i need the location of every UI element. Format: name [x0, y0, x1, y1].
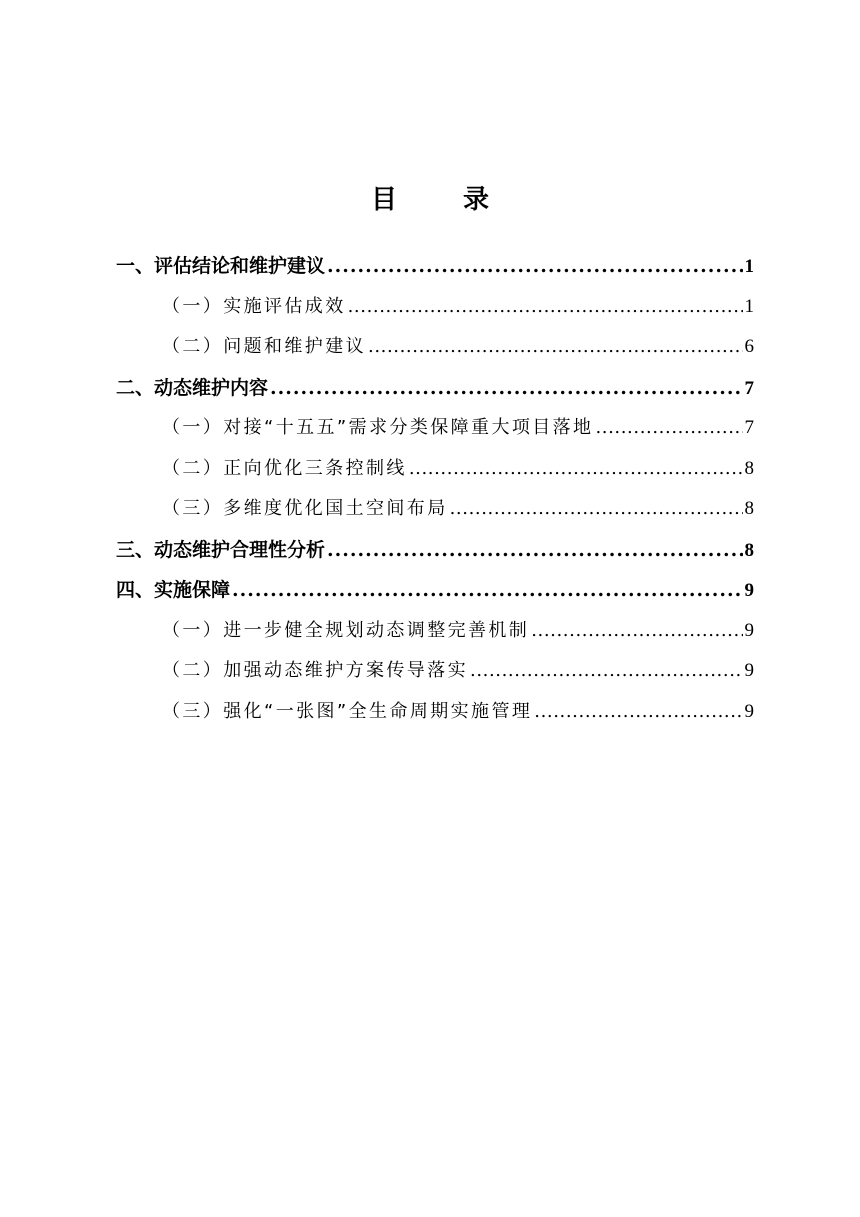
- toc-section-entry[interactable]: [116, 692, 754, 733]
- toc-page-number: 7: [744, 377, 754, 399]
- toc-entry-title: 四、实施保障: [116, 579, 231, 601]
- toc-section-entry[interactable]: [116, 489, 754, 530]
- toc-dot-leader: [327, 246, 742, 287]
- toc-dot-leader: [348, 287, 743, 328]
- toc-section-entry[interactable]: [116, 287, 754, 328]
- toc-entry-title: （一）对接“十五五”需求分类保障重大项目落地: [162, 417, 594, 438]
- toc-page-number: 1: [744, 295, 754, 317]
- toc-dot-leader: [595, 408, 742, 449]
- toc-entry-title: 三、动态维护合理性分析: [116, 538, 326, 561]
- toc-entry-title: （二）加强动态维护方案传导落实: [162, 660, 468, 681]
- toc-chapter-entry[interactable]: [116, 368, 754, 409]
- toc-entry-title: 二、动态维护内容: [116, 376, 269, 399]
- toc-title: 目 录: [370, 185, 509, 215]
- toc-dot-leader: [409, 449, 743, 490]
- toc-page-number: 8: [744, 539, 754, 561]
- toc-entry-title: （二）问题和维护建议: [162, 336, 366, 357]
- toc-page-number: 7: [744, 417, 754, 438]
- toc-page-number: 9: [744, 580, 754, 601]
- toc-dot-leader: [531, 611, 742, 652]
- toc-dot-leader: [470, 651, 743, 692]
- toc-section-entry[interactable]: [116, 449, 754, 490]
- toc-entry-title: （一）进一步健全规划动态调整完善机制: [162, 619, 530, 641]
- toc-dot-leader: [534, 692, 742, 733]
- toc-chapter-entry[interactable]: [116, 530, 754, 571]
- toc-page-number: 9: [744, 660, 754, 681]
- toc-chapter-entry[interactable]: [116, 570, 754, 611]
- toc-section-entry[interactable]: [116, 327, 754, 368]
- toc-dot-leader: [232, 570, 742, 611]
- toc-page-number: 8: [744, 498, 754, 519]
- toc-dot-leader: [450, 489, 743, 530]
- toc-dot-leader: [270, 368, 742, 409]
- toc-page-number: 9: [744, 619, 754, 641]
- toc-section-entry[interactable]: [116, 408, 754, 449]
- toc-page-number: 9: [744, 700, 754, 722]
- toc-page-number: 8: [744, 457, 754, 479]
- toc-section-entry[interactable]: [116, 611, 754, 652]
- toc-entry-title: （一）实施评估成效: [162, 295, 346, 317]
- toc-page-number: 6: [744, 336, 754, 357]
- toc-chapter-entry[interactable]: [116, 246, 754, 287]
- toc-entry-title: （二）正向优化三条控制线: [162, 457, 407, 479]
- toc-dot-leader: [327, 530, 742, 571]
- toc-entry-title: （三）强化“一张图”全生命周期实施管理: [162, 700, 533, 722]
- toc-page-number: 1: [744, 256, 754, 277]
- toc-dot-leader: [368, 327, 743, 368]
- toc-entry-title: 一、评估结论和维护建议: [116, 255, 326, 277]
- toc-section-entry[interactable]: [116, 651, 754, 692]
- toc-entry-title: （三）多维度优化国土空间布局: [162, 498, 448, 519]
- table-of-contents: [116, 246, 754, 732]
